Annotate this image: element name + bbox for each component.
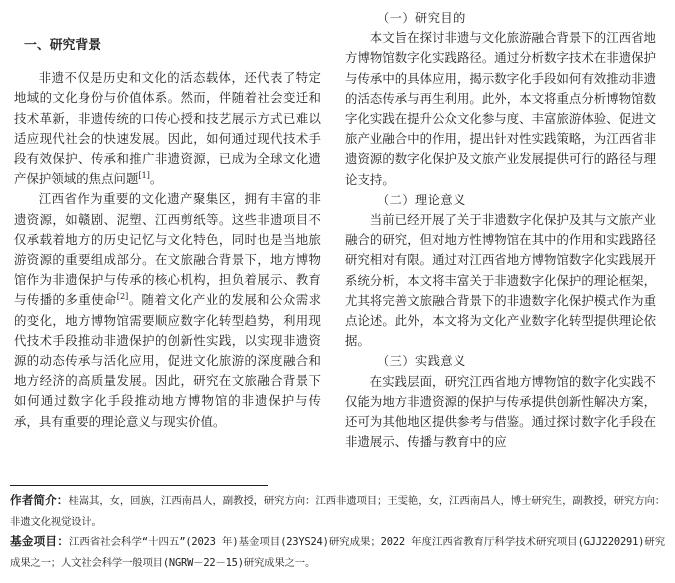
subsection-heading-practice: （三）实践意义 bbox=[377, 354, 466, 369]
paragraph-text-tail: 。 bbox=[149, 171, 163, 187]
funding-label: 基金项目： bbox=[10, 534, 70, 549]
purpose-paragraph: 本文旨在探讨非遗与文化旅游融合背景下的江西省地方博物馆数字化实践路径。通过分析数字技术在非遗保护与传承中的具体应用，揭示数字化手段如何有效推动非遗的活态传承与再生利用。此外，本文将重点分析博物馆数字化实践在提升公众文化参与度、丰富旅游体验、促进文旅产业融合中的作用，提出针对性实践策略，为江西省非遗资源的数字化保护及文旅产业发展提供可行的路径与理论支持。 bbox=[345, 30, 657, 187]
subsection-heading-theory: （二）理论意义 bbox=[377, 192, 466, 207]
citation-ref: [1] bbox=[138, 171, 150, 181]
practice-paragraph: 在实践层面，研究江西省地方博物馆的数字化实践不仅能为地方非遗资源的保护与传承提供创新性解决方案，还可为其他地区提供参考与借鉴。通过探讨数字化手段在非遗展示、传播与教育中的应 bbox=[345, 373, 657, 450]
left-column bbox=[14, 36, 321, 432]
author-bio bbox=[10, 491, 665, 532]
paragraph-text: 江西省作为重要的文化遗产聚集区，拥有丰富的非遗资源，如赣剧、泥塑、江西剪纸等。这些非遗项目不仅承载着地方的历史记忆与文化特色，同时也是当地旅游资源的重要组成部分。在文旅融合背景下，地方博物馆作为非遗保护与传承的核心机构，担负着展示、教育与传播的多重使命 bbox=[14, 191, 321, 308]
section-heading-research-background: 一、研究背景 bbox=[24, 38, 102, 53]
citation-ref: [2] bbox=[116, 292, 129, 302]
funding-text: 江西省社会科学“十四五”(2023 年)基金项目(23YS24)研究成果；2022 年度江西省教育厅科学技术研究项目(GJJ220291)研究成果之一；人文社会科学一般项目(NGRW－22－15)研究成果之一。 bbox=[10, 536, 665, 569]
paragraph-text: 非遗不仅是历史和文化的活态载体，还代表了特定地域的文化身份与价值体系。然而，伴随着社会变迁和技术革新，非遗传统的口传心授和技艺展示方式已难以适应现代社会的快速发展。因此，如何通过现代技术手段有效保护、传承和推广非遗资源，已成为全球文化遗产保护领域的焦点问题 bbox=[14, 70, 321, 187]
author-text: 桂嵩其，女，回族，江西南昌人，副教授，研究方向：江西非遗项目；王雯艳，女，江西南昌人，博士研究生，副教授，研究方向：非遗文化视觉设计。 bbox=[10, 495, 665, 528]
theory-paragraph: 当前已经开展了关于非遗数字化保护及其与文旅产业融合的研究，但对地方性博物馆在其中的作用和实践路径研究相对有限。通过对江西省地方博物馆数字化实践展开系统分析，本文将丰富关于非遗数字化保护的理论框架，尤其将完善文旅融合背景下的非遗数字化保护模式作为重点论述。此外，本文将为文化产业数字化转型提供理论依据。 bbox=[345, 212, 657, 349]
footnote-divider bbox=[10, 485, 268, 486]
paragraph-text-tail: 。随着文化产业的发展和公众需求的变化，地方博物馆需要顺应数字化转型趋势，利用现代技术手段推动非遗保护的创新性实践，以实现非遗资源的动态传承与活化应用，促进文化旅游的深度融合和地方经济的高质量发展。因此，研究在文旅融合背景下如何通过数字化手段推动地方博物馆的非遗保护与传承，具有重要的理论意义与现实价值。 bbox=[14, 292, 322, 429]
background-paragraph-1 bbox=[14, 68, 321, 189]
subsection-heading-purpose: （一）研究目的 bbox=[377, 11, 466, 25]
footnotes bbox=[10, 491, 665, 573]
right-column bbox=[345, 8, 656, 452]
funding-info bbox=[10, 532, 665, 573]
author-label: 作者简介： bbox=[10, 493, 69, 507]
background-paragraph-2 bbox=[14, 189, 321, 431]
